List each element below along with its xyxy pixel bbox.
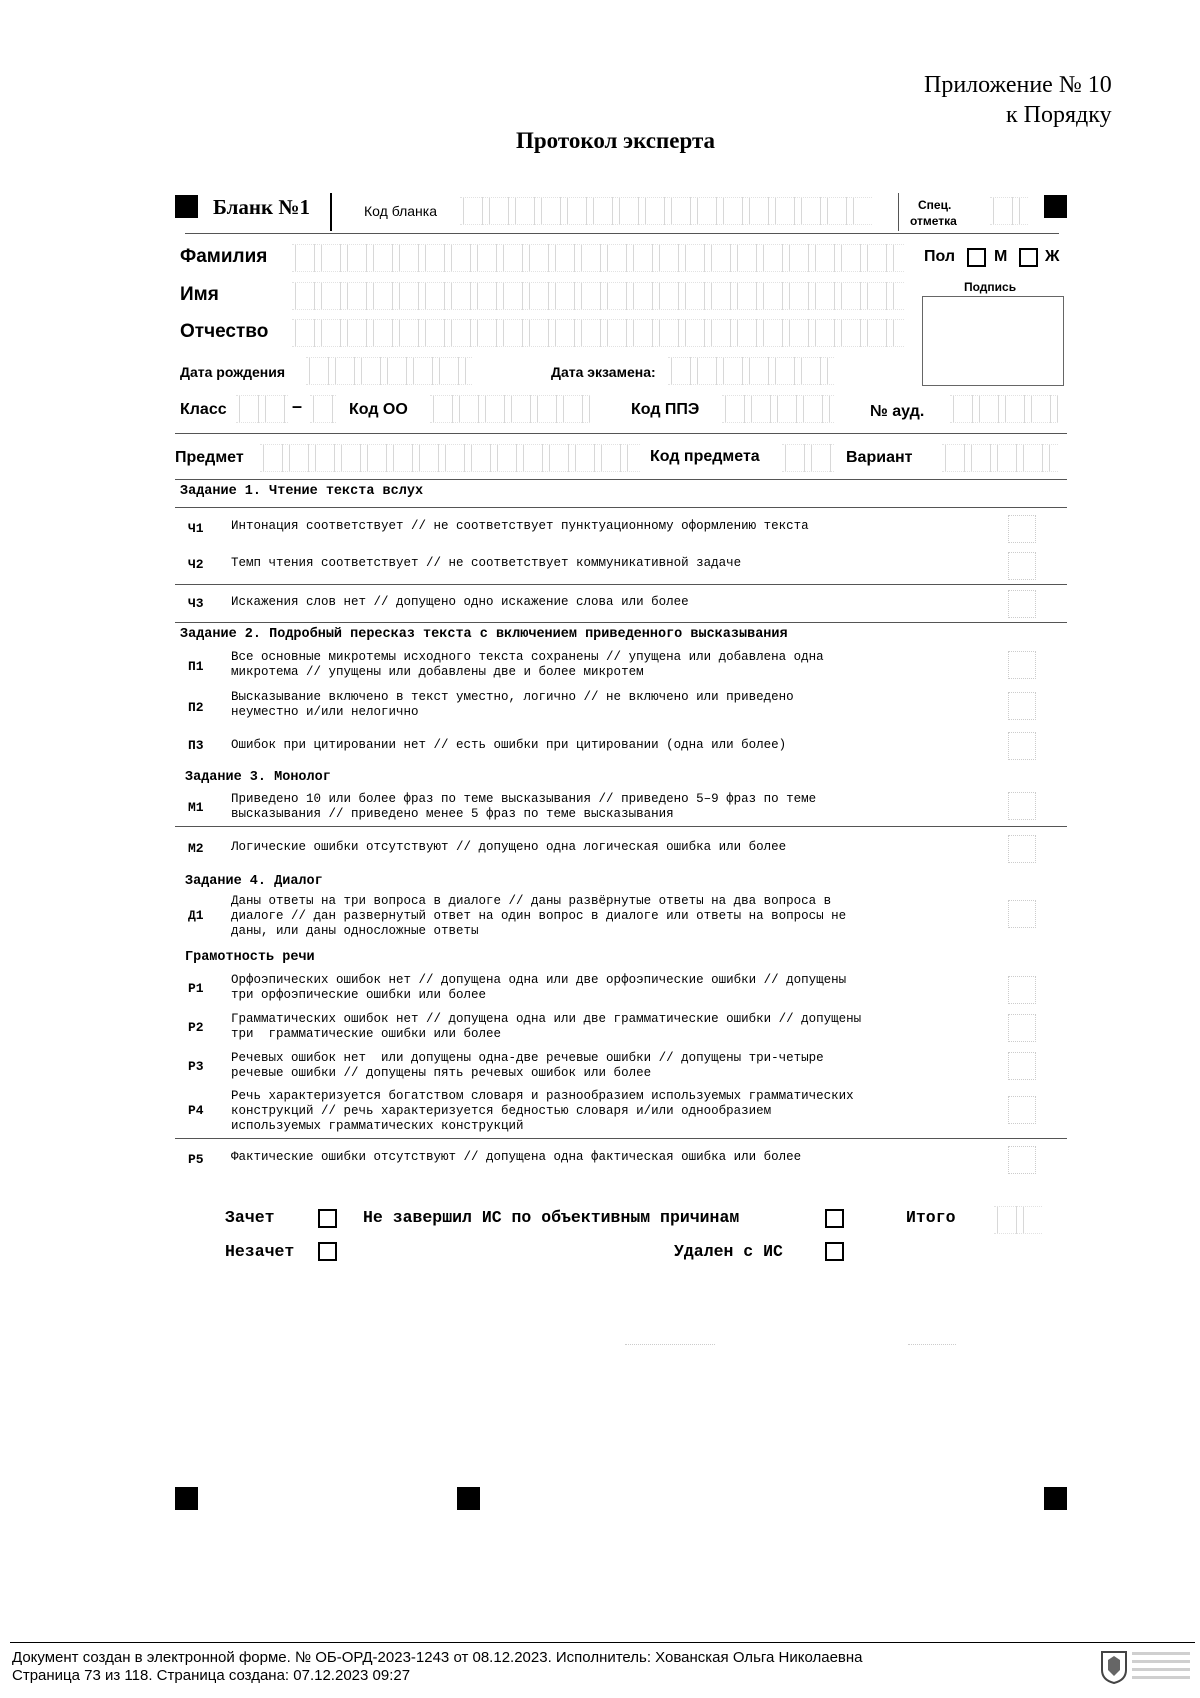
ppe-code-label: Код ППЭ (631, 401, 700, 418)
criterion-code: Ч2 (188, 557, 204, 572)
name-label: Имя (180, 284, 219, 305)
gender-m-checkbox[interactable] (967, 248, 986, 267)
surname-cells[interactable] (292, 244, 904, 272)
fail-label: Незачет (225, 1242, 295, 1261)
criterion-code: П3 (188, 738, 204, 753)
divider (175, 1138, 1067, 1139)
total-label: Итого (906, 1208, 956, 1227)
exam-date-label: Дата экзамена: (551, 364, 656, 380)
criterion-code: Ч3 (188, 596, 204, 611)
criterion-text: Все основные микротемы исходного текста сохранены // упущена или добавлена одна микротема // упущены или добавлены две и более микротем (231, 650, 824, 679)
criterion-score-cell[interactable] (1008, 552, 1036, 580)
criterion-text: Ошибок при цитировании нет // есть ошибки при цитировании (одна или более) (231, 738, 787, 752)
divider (175, 584, 1067, 585)
criterion-score-cell[interactable] (1008, 651, 1036, 679)
surname-label: Фамилия (180, 246, 268, 267)
criterion-text: Речевых ошибок нет или допущены одна-две речевые ошибки // допущены три-четыре речевые ошибки // допущены пять речевых ошибок или более (231, 1051, 824, 1080)
criterion-score-cell[interactable] (1008, 1146, 1036, 1174)
criterion-code: Р3 (188, 1059, 204, 1074)
criterion-score-cell[interactable] (1008, 692, 1036, 720)
oo-code-cells[interactable] (430, 395, 590, 423)
criterion-code: М1 (188, 800, 204, 815)
criterion-text: Высказывание включено в текст уместно, логично // не включено или приведено неуместно и/или нелогично (231, 690, 794, 719)
appendix-line-2: к Порядку (1006, 102, 1112, 128)
not-finished-checkbox[interactable] (825, 1209, 844, 1228)
criterion-score-cell[interactable] (1008, 976, 1036, 1004)
subject-code-cells[interactable] (782, 444, 834, 472)
gender-m-label: М (994, 248, 1008, 265)
blank-title: Бланк №1 (213, 195, 310, 219)
criterion-code: Р1 (188, 981, 204, 996)
divider (175, 507, 1067, 508)
government-emblem-icon (1100, 1650, 1128, 1684)
class-letter-cells[interactable] (310, 395, 336, 423)
signature-label: Подпись (964, 280, 1017, 294)
removed-label: Удален с ИС (674, 1242, 783, 1261)
divider (175, 479, 1067, 480)
criterion-text: Фактические ошибки отсутствуют // допущена одна фактическая ошибка или более (231, 1150, 802, 1164)
footer-line-1: Документ создан в электронной форме. № ОБ-ОРД-2023-1243 от 08.12.2023. Исполнитель: Хованская Ольга Николаевна (12, 1649, 863, 1666)
criterion-code: Д1 (188, 908, 204, 923)
subject-label: Предмет (175, 449, 244, 466)
criterion-score-cell[interactable] (1008, 732, 1036, 760)
removed-checkbox[interactable] (825, 1242, 844, 1261)
criterion-code: Р5 (188, 1152, 204, 1167)
registration-marker-bottom-left (175, 1487, 198, 1510)
criterion-text: Речь характеризуется богатством словаря и разнообразием используемых грамматических конструкций // речь характеризуется бедностью словаря и/или однообразием используемых грамматических конструкций (231, 1089, 854, 1133)
expert-signature-field[interactable] (908, 1336, 956, 1345)
divider (898, 193, 899, 231)
variant-cells[interactable] (942, 444, 1058, 472)
criterion-text: Темп чтения соответствует // не соответствует коммуникативной задаче (231, 556, 742, 570)
special-mark-label-2: отметка (910, 214, 957, 228)
pass-label: Зачет (225, 1208, 275, 1227)
government-emblem-caption (1132, 1652, 1190, 1682)
special-mark-label-1: Спец. (918, 198, 952, 212)
criterion-code: М2 (188, 841, 204, 856)
task-3-title: Задание 3. Монолог (185, 770, 331, 785)
criterion-score-cell[interactable] (1008, 590, 1036, 618)
divider (175, 622, 1067, 623)
criterion-code: Р4 (188, 1103, 204, 1118)
exam-date-cells[interactable] (668, 357, 834, 385)
task-1-title: Задание 1. Чтение текста вслух (180, 484, 424, 499)
task-2-title: Задание 2. Подробный пересказ текста с включением приведенного высказывания (180, 627, 788, 642)
expert-code-field[interactable] (625, 1336, 715, 1345)
room-label: № ауд. (870, 403, 925, 420)
criterion-text: Даны ответы на три вопроса в диалоге // даны развёрнутые ответы на два вопроса в диалоге // дан развернутый ответ на один вопрос в диалоге или ответы на вопросы не даны, или даны односложные ответы (231, 894, 847, 938)
special-mark-cells (990, 197, 1028, 225)
gender-label: Пол (924, 248, 956, 265)
appendix-line-1: Приложение № 10 (924, 72, 1112, 98)
gender-f-label: Ж (1045, 248, 1060, 265)
criterion-score-cell[interactable] (1008, 900, 1036, 928)
registration-marker-bottom-center (457, 1487, 480, 1510)
criterion-text: Искажения слов нет // допущено одно искажение слова или более (231, 595, 689, 609)
class-cells[interactable] (236, 395, 288, 423)
criterion-score-cell[interactable] (1008, 1052, 1036, 1080)
criterion-text: Приведено 10 или более фраз по теме высказывания // приведено 5–9 фраз по теме высказывания // приведено менее 5 фраз по теме высказывания (231, 792, 817, 821)
birth-date-cells[interactable] (306, 357, 472, 385)
pass-checkbox[interactable] (318, 1209, 337, 1228)
criterion-score-cell[interactable] (1008, 1096, 1036, 1124)
subject-code-label: Код предмета (650, 448, 760, 465)
class-label: Класс (180, 401, 227, 418)
criterion-code: П1 (188, 659, 204, 674)
registration-marker-top-right (1044, 195, 1067, 218)
name-cells[interactable] (292, 282, 904, 310)
blank-code-label: Код бланка (364, 203, 437, 219)
divider (175, 433, 1067, 434)
registration-marker-top-left (175, 195, 198, 218)
total-score-cells[interactable] (994, 1206, 1042, 1234)
room-cells[interactable] (950, 395, 1058, 423)
divider (175, 826, 1067, 827)
oo-code-label: Код ОО (349, 401, 408, 418)
criterion-score-cell[interactable] (1008, 792, 1036, 820)
divider (330, 193, 332, 231)
subject-cells[interactable] (260, 444, 640, 472)
variant-label: Вариант (846, 449, 913, 466)
criterion-text: Интонация соответствует // не соответствует пунктуационному оформлению текста (231, 519, 809, 533)
signature-box[interactable] (922, 296, 1064, 386)
criterion-code: Ч1 (188, 521, 204, 536)
registration-marker-bottom-right (1044, 1487, 1067, 1510)
not-finished-label: Не завершил ИС по объективным причинам (363, 1208, 740, 1227)
criterion-code: Р2 (188, 1020, 204, 1035)
criterion-text: Логические ошибки отсутствуют // допущено одна логическая ошибка или более (231, 840, 787, 854)
page-title: Протокол эксперта (516, 128, 716, 153)
gender-f-checkbox[interactable] (1019, 248, 1038, 267)
criterion-score-cell[interactable] (1008, 1014, 1036, 1042)
task-4-title: Задание 4. Диалог (185, 874, 323, 889)
criterion-score-cell[interactable] (1008, 515, 1036, 543)
birth-date-label: Дата рождения (180, 364, 286, 380)
literacy-title: Грамотность речи (185, 950, 315, 965)
footer-line-2: Страница 73 из 118. Страница создана: 07.12.2023 09:27 (12, 1667, 411, 1684)
class-dash: – (292, 396, 303, 416)
criterion-code: П2 (188, 700, 204, 715)
patronymic-cells[interactable] (292, 319, 904, 347)
fail-checkbox[interactable] (318, 1242, 337, 1261)
criterion-text: Орфоэпических ошибок нет // допущена одна или две орфоэпические ошибки // допущены три орфоэпические ошибки или более (231, 973, 847, 1002)
patronymic-label: Отчество (180, 321, 269, 342)
criterion-text: Грамматических ошибок нет // допущена одна или две грамматические ошибки // допущены три грамматические ошибки или более (231, 1012, 862, 1041)
criterion-score-cell[interactable] (1008, 835, 1036, 863)
blank-code-cells (460, 197, 872, 225)
ppe-code-cells[interactable] (722, 395, 834, 423)
footer-divider (10, 1642, 1195, 1643)
divider (185, 233, 1059, 234)
